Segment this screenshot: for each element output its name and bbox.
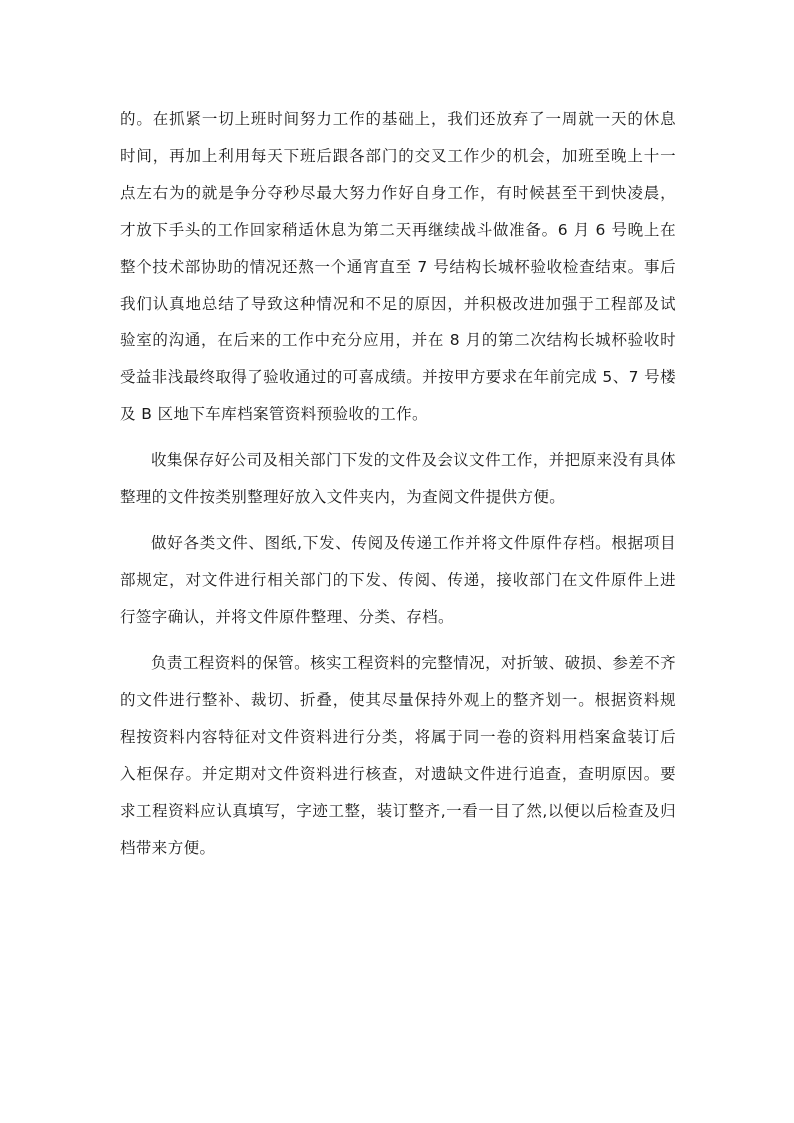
- document-body: [120, 101, 676, 876]
- paragraph-file-collection: 收集保存好公司及相关部门下发的文件及会议文件工作，并把原来没有具体整理的文件按类别整理好放入文件夹内，为查阅文件提供方便。: [120, 451, 676, 507]
- paragraph-continuation: 的。在抓紧一切上班时间努力工作的基础上，我们还放弃了一周就一天的休息时间，再加上利用每天下班后跟各部门的交叉工作少的机会，加班至晚上十一点左右为的就是争分夺秒尽最大努力作好自身工作，有时候甚至干到快凌晨，才放下手头的工作回家稍适休息为第二天再继续战斗做准备。6 月 6 号晚上在整个技术部协助的情况还熬一个通宵直至 7 号结构长城杯验收检查结束。事后我们认真地总结了导致这种情况和不足的原因，并积极改进加强于工程部及试验室的沟通，在后来的工作中充分应用，并在 8 月的第二次结构长城杯验收时受益非浅最终取得了验收通过的可喜成绩。并按甲方要求在年前完成 5、7 号楼及 B 区地下车库档案管资料预验收的工作。: [120, 110, 676, 424]
- paragraph-records-custody: 负责工程资料的保管。核实工程资料的完整情况，对折皱、破损、参差不齐的文件进行整补、裁切、折叠，使其尽量保持外观上的整齐划一。根据资料规程按资料内容特征对文件资料进行分类，将属于同一卷的资料用档案盒装订后入柜保存。并定期对文件资料进行核查，对遗缺文件进行追查，查明原因。要求工程资料应认真填写，字迹工整，装订整齐,一看一目了然,以便以后检查及归档带来方便。: [120, 654, 676, 857]
- paragraph-file-distribution: 做好各类文件、图纸,下发、传阅及传递工作并将文件原件存档。根据项目部规定，对文件进行相关部门的下发、传阅、传递，接收部门在文件原件上进行签字确认，并将文件原件整理、分类、存档。: [120, 534, 676, 627]
